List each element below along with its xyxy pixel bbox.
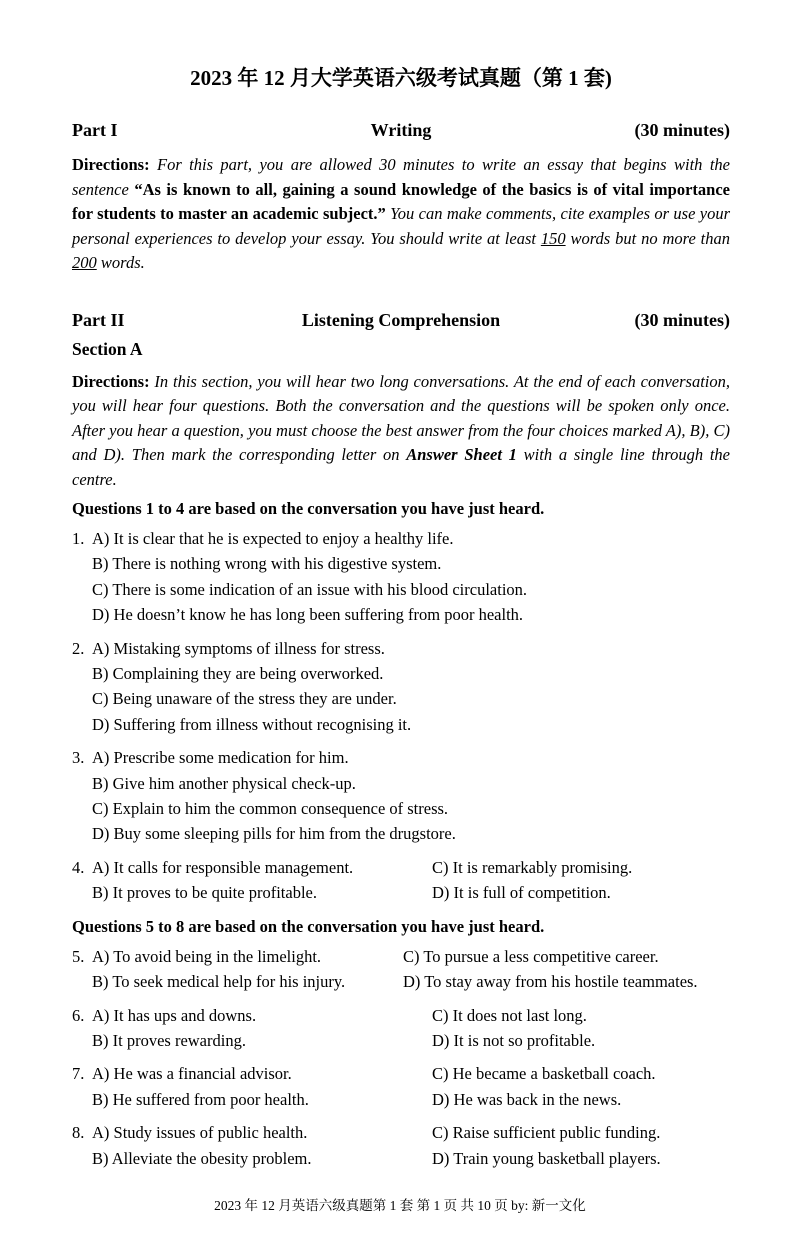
page-title: 2023 年 12 月大学英语六级考试真题（第 1 套) — [190, 66, 612, 90]
option-c: C) Explain to him the common consequence of stress. — [92, 799, 449, 819]
option-d: D) Train young basketball players. — [432, 1148, 661, 1168]
directions-text: words. — [96, 253, 145, 272]
option-b: B) Alleviate the obesity problem. — [92, 1148, 312, 1168]
questions-5-8-header: Questions 5 to 8 are based on the conversation you have just heard. — [72, 916, 545, 936]
option-b: B) Complaining they are being overworked. — [92, 664, 384, 684]
option-c: C) He became a basketball coach. — [432, 1064, 656, 1084]
questions-1-4-header: Questions 1 to 4 are based on the conversation you have just heard. — [72, 499, 545, 518]
option-a: A) He was a financial advisor. — [92, 1064, 292, 1084]
question-7 — [72, 1061, 730, 1112]
question-number: 2. — [72, 638, 85, 658]
part1-minutes: (30 minutes) — [634, 120, 730, 140]
directions-label: Directions: — [72, 155, 150, 174]
option-d: D) It is full of competition. — [432, 883, 611, 903]
part2-header — [72, 308, 730, 332]
question-number: 6. — [72, 1005, 85, 1025]
option-b: B) Give him another physical check-up. — [92, 773, 356, 793]
writing-directions — [72, 153, 730, 276]
option-d: D) He was back in the news. — [432, 1089, 622, 1109]
part1-title: Writing — [370, 120, 432, 140]
option-a: A) Prescribe some medication for him. — [92, 748, 349, 768]
question-number: 7. — [72, 1064, 85, 1084]
option-a: A) It is clear that he is expected to enjoy a healthy life. — [92, 529, 454, 548]
listening-directions — [72, 370, 730, 493]
question-8 — [72, 1120, 730, 1171]
option-a: A) It calls for responsible management. — [92, 857, 354, 877]
directions-text: In this section, you will hear two long conversations. At the end of each conversation, you will hear four questions. Both the conversation and the questions will be spoken only once. After you hear a question, you must choose the best answer from the four choices marked A), B), C) and D). Then mark the corresponding letter on — [72, 371, 730, 464]
question-number: 3. — [72, 748, 85, 768]
option-b: B) It proves to be quite profitable. — [92, 883, 317, 903]
option-c: C) It does not last long. — [432, 1005, 587, 1025]
part1-header — [72, 118, 730, 142]
min-words: 150 — [540, 228, 566, 248]
question-number: 5. — [72, 946, 85, 966]
option-b: B) It proves rewarding. — [92, 1030, 246, 1050]
option-a: A) To avoid being in the limelight. — [92, 946, 322, 966]
question-6 — [72, 1003, 730, 1054]
part2-title: Listening Comprehension — [301, 309, 501, 330]
option-d: D) It is not so profitable. — [432, 1030, 596, 1050]
part1-label: Part I — [72, 120, 118, 140]
directions-text: words but no more than — [565, 228, 730, 248]
option-d: D) Suffering from illness without recognising it. — [92, 714, 412, 734]
option-c: C) Being unaware of the stress they are under. — [92, 689, 397, 709]
option-d: D) To stay away from his hostile teammates. — [403, 972, 698, 992]
option-a: A) Study issues of public health. — [92, 1123, 308, 1143]
question-number: 1. — [72, 529, 85, 548]
option-b: B) He suffered from poor health. — [92, 1089, 309, 1109]
option-c: C) It is remarkably promising. — [432, 857, 633, 877]
part2-label: Part II — [72, 309, 125, 330]
option-d: D) He doesn’t know he has long been suffering from poor health. — [92, 605, 524, 625]
option-b: B) To seek medical help for his injury. — [92, 972, 346, 992]
page-footer: 2023 年 12 月英语六级真题第 1 套 第 1 页 共 10 页 by: 新一文化 — [214, 1198, 586, 1213]
directions-text: You can make comments, cite examples or use your personal experiences to develop your essay. You should write at least — [72, 204, 730, 248]
option-d: D) Buy some sleeping pills for him from the drugstore. — [92, 824, 456, 844]
answer-sheet-ref: Answer Sheet 1 — [406, 445, 517, 464]
question-3 — [72, 745, 730, 847]
directions-text: with a single line through the centre. — [72, 445, 730, 489]
question-4 — [72, 855, 730, 906]
question-number: 8. — [72, 1123, 85, 1143]
question-5 — [72, 944, 730, 995]
question-number: 4. — [72, 857, 85, 877]
option-b: B) There is nothing wrong with his digestive system. — [92, 554, 442, 574]
directions-text: For this part, you are allowed 30 minutes to write an essay that begins with the sentence — [72, 155, 730, 199]
option-c: C) Raise sufficient public funding. — [432, 1123, 661, 1143]
option-c: C) There is some indication of an issue with his blood circulation. — [92, 579, 528, 599]
essay-opening-sentence: “As is known to all, gaining a sound knowledge of the basics is of vital importance for students to master an academic subject.” — [72, 179, 730, 223]
option-a: A) It has ups and downs. — [92, 1005, 257, 1025]
option-c: C) To pursue a less competitive career. — [403, 946, 659, 966]
max-words: 200 — [72, 253, 97, 272]
option-a: A) Mistaking symptoms of illness for stress. — [92, 638, 385, 658]
question-1 — [72, 526, 730, 628]
question-2 — [72, 636, 730, 738]
directions-label: Directions: — [72, 371, 150, 391]
part2-minutes: (30 minutes) — [634, 309, 730, 330]
section-a-label: Section A — [72, 338, 143, 359]
